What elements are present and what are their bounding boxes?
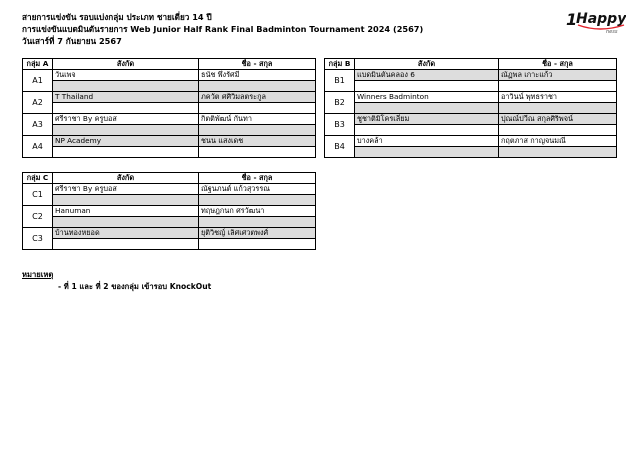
seed-code: B1 bbox=[325, 70, 355, 92]
player-name-cell: ทฤษฎกนก ศรวัฒนา bbox=[199, 206, 316, 217]
seed-code: B3 bbox=[325, 114, 355, 136]
seed-code: A1 bbox=[23, 70, 53, 92]
spacer-row bbox=[23, 125, 316, 136]
svg-text:ness: ness bbox=[606, 29, 618, 35]
affiliation-cell: ศรีราชา By ครูบอส bbox=[53, 114, 199, 125]
table-row bbox=[325, 136, 617, 147]
group-label: กลุ่ม A bbox=[23, 59, 53, 70]
name-header: ชื่อ - สกุล bbox=[499, 59, 617, 70]
group-a-table bbox=[22, 58, 316, 158]
seed-code: C3 bbox=[23, 228, 53, 250]
spacer-row bbox=[325, 125, 617, 136]
affiliation-header: สังกัด bbox=[355, 59, 499, 70]
player-name-cell: ปุณณ์ปวีณ สกุลศิริพจน์ bbox=[499, 114, 617, 125]
seed-code: C2 bbox=[23, 206, 53, 228]
document-header bbox=[22, 11, 423, 47]
table-row bbox=[23, 184, 316, 195]
seed-code: C1 bbox=[23, 184, 53, 206]
seed-code: B4 bbox=[325, 136, 355, 158]
affiliation-cell: ศรีราชา By ครูบอส bbox=[53, 184, 199, 195]
player-name-cell: ณัฏพล เกาะแก้ว bbox=[499, 70, 617, 81]
seed-code: B2 bbox=[325, 92, 355, 114]
table-row bbox=[23, 228, 316, 239]
name-header: ชื่อ - สกุล bbox=[199, 173, 316, 184]
group-b-table bbox=[324, 58, 617, 158]
spacer-row bbox=[23, 147, 316, 158]
event-date: วันเสาร์ที่ 7 กันยายน 2567 bbox=[22, 36, 122, 46]
svg-text:1: 1 bbox=[566, 10, 578, 29]
affiliation-cell: บางคล้า bbox=[355, 136, 499, 147]
spacer-row bbox=[23, 81, 316, 92]
table-row bbox=[23, 92, 316, 103]
spacer-row bbox=[325, 81, 617, 92]
spacer-row bbox=[23, 103, 316, 114]
table-row bbox=[23, 206, 316, 217]
seed-code: A4 bbox=[23, 136, 53, 158]
table-row bbox=[23, 136, 316, 147]
spacer-row bbox=[23, 217, 316, 228]
seed-code: A3 bbox=[23, 114, 53, 136]
player-name-cell: ชนน แสงเดช bbox=[199, 136, 316, 147]
affiliation-cell: Hanuman bbox=[53, 206, 199, 217]
affiliation-cell: T Thailand bbox=[53, 92, 199, 103]
table-row bbox=[23, 70, 316, 81]
table-row bbox=[23, 114, 316, 125]
player-name-cell: กฤตภาส กาญจนมณี bbox=[499, 136, 617, 147]
spacer-row bbox=[325, 147, 617, 158]
note-title: หมายเหตุ bbox=[22, 270, 54, 279]
affiliation-cell: วันเพจ bbox=[53, 70, 199, 81]
affiliation-cell: แบดมินตันคลอง 6 bbox=[355, 70, 499, 81]
table-row bbox=[325, 114, 617, 125]
happiness-logo bbox=[566, 6, 626, 36]
note-text: - ที่ 1 และ ที่ 2 ของกลุ่ม เข้ารอบ KnockOut bbox=[58, 282, 212, 291]
svg-text:Happy: Happy bbox=[576, 11, 626, 27]
tournament-title: การแข่งขันแบดมินตันรายการ Web Junior Half Rank Final Badminton Tournament 2024 (2567) bbox=[22, 24, 424, 34]
player-name-cell: ยุติวิชญ์ เลิศเศวตพงศ์ bbox=[199, 228, 316, 239]
affiliation-header: สังกัด bbox=[53, 173, 199, 184]
group-c-table bbox=[22, 172, 316, 250]
spacer-row bbox=[325, 103, 617, 114]
affiliation-cell: Winners Badminton bbox=[355, 92, 499, 103]
player-name-cell: ภควัต ศศิวิมลตระกูล bbox=[199, 92, 316, 103]
player-name-cell: ณัฐนภนต์ แก้วสุวรรณ bbox=[199, 184, 316, 195]
affiliation-cell: NP Academy bbox=[53, 136, 199, 147]
player-name-cell: กิตติพัฒน์ กันทา bbox=[199, 114, 316, 125]
group-label: กลุ่ม C bbox=[23, 173, 53, 184]
spacer-row bbox=[23, 239, 316, 250]
affiliation-cell: บ้านทองหยอด bbox=[53, 228, 199, 239]
seed-code: A2 bbox=[23, 92, 53, 114]
affiliation-header: สังกัด bbox=[53, 59, 199, 70]
name-header: ชื่อ - สกุล bbox=[199, 59, 316, 70]
table-row bbox=[325, 70, 617, 81]
group-label: กลุ่ม B bbox=[325, 59, 355, 70]
player-name-cell: อาวินน์ พุทธราชา bbox=[499, 92, 617, 103]
competition-line: สายการแข่งขัน รอบแบ่งกลุ่ม ประเภท ชายเดี่ยว 14 ปี bbox=[22, 12, 212, 22]
player-name-cell: ธนัช พึ่งรัศมี bbox=[199, 70, 316, 81]
spacer-row bbox=[23, 195, 316, 206]
affiliation-cell: ชูชาติมิโครเลี่ยม bbox=[355, 114, 499, 125]
table-row bbox=[325, 92, 617, 103]
